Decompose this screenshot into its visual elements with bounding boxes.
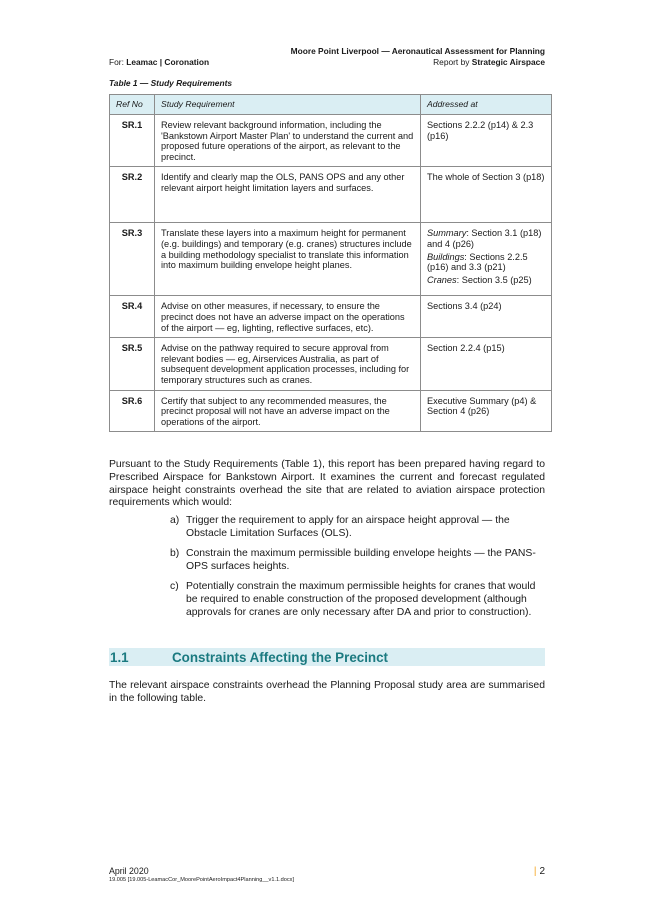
requirement-cell: Review relevant background information, including the 'Bankstown Airport Master Plan' to understand the current and proposed future operations of the airport, as relevant to the precinct. xyxy=(155,115,421,167)
author-name: Strategic Airspace xyxy=(471,57,545,67)
ref-cell: SR.4 xyxy=(110,296,155,338)
requirement-cell: Identify and clearly map the OLS, PANS OPS and any other relevant airport height limitation layers and surfaces. xyxy=(155,167,421,223)
list-marker: a) xyxy=(170,515,180,526)
table-row xyxy=(110,115,552,167)
page-number: 2 xyxy=(539,866,545,877)
list-marker: c) xyxy=(170,581,179,593)
section-number: 1.1 xyxy=(110,649,129,665)
table-row xyxy=(110,223,552,296)
section-title: Constraints Affecting the Precinct xyxy=(172,649,389,665)
requirement-cell: Translate these layers into a maximum height for permanent (e.g. buildings) and temporary (e.g. cranes) structures include a building methodology specialist to translate this information into maximum building envelope height planes. xyxy=(155,223,421,296)
addressed-part-text: : Section 3.5 (p25) xyxy=(456,274,532,285)
addressed-part xyxy=(427,252,545,273)
intro-paragraph: Pursuant to the Study Requirements (Table 1), this report has been prepared having regard to Prescribed Airspace for Bankstown Airport. It examines the current and forecast regulated airspace height constraints overhead the site that are related to aviation airspace protection requirements which would: xyxy=(109,459,545,509)
addressed-cell: Sections 3.4 (p24) xyxy=(421,296,552,338)
addressed-cell: The whole of Section 3 (p18) xyxy=(421,167,552,223)
section-heading xyxy=(109,648,545,666)
page-bar: | xyxy=(533,866,537,877)
table-row xyxy=(110,338,552,390)
ref-cell: SR.2 xyxy=(110,167,155,223)
addressed-cell: Section 2.2.4 (p15) xyxy=(421,338,552,390)
table-row xyxy=(110,296,552,338)
list-text: Trigger the requirement to apply for an airspace height approval — the Obstacle Limitation Surfaces (OLS). xyxy=(186,515,510,539)
list-text: Potentially constrain the maximum permissible heights for cranes that would be required to enable construction of the proposed development (although approvals for cranes are only necessary after DA and prior to construction). xyxy=(186,581,536,618)
page-header xyxy=(109,46,545,67)
ref-cell: SR.1 xyxy=(110,115,155,167)
addressed-part-text: : Section 3.1 (p18) and 4 (p26) xyxy=(427,228,542,249)
addressed-part xyxy=(427,228,545,249)
addressed-part-text: : Sections 2.2.5 (p16) and 3.3 (p21) xyxy=(427,251,528,273)
list-item xyxy=(170,515,545,540)
report-title: Moore Point Liverpool — Aeronautical Assessment for Planning xyxy=(290,46,545,56)
addressed-part xyxy=(427,275,545,286)
table-row xyxy=(110,167,552,223)
addressed-part-label: Summary xyxy=(427,228,467,239)
client-prefix: For: xyxy=(109,57,127,67)
list-marker: b) xyxy=(170,548,180,560)
header-addressed-at: Addressed at xyxy=(421,95,552,115)
table-header-row xyxy=(110,95,552,115)
addressed-part-label: Buildings xyxy=(427,251,465,262)
requirement-list xyxy=(170,515,545,627)
requirement-cell: Advise on other measures, if necessary, to ensure the precinct does not have an adverse impact on the operations of the airport — eg, lighting, reflective surfaces, etc). xyxy=(155,296,421,338)
author-prefix: Report by xyxy=(433,57,472,67)
addressed-cell: Executive Summary (p4) & Section 4 (p26) xyxy=(421,390,552,432)
table-caption: Table 1 — Study Requirements xyxy=(109,78,233,88)
addressed-cell: Sections 2.2.2 (p14) & 2.3 (p16) xyxy=(421,115,552,167)
header-ref-no: Ref No xyxy=(110,95,155,115)
list-item xyxy=(170,548,545,573)
footer-doc-ref: 19.005 [19.005-LeamacCor_MoorePointAeroImpact4Planning__v1.1.docx] xyxy=(109,877,295,883)
page-number-block xyxy=(534,866,545,877)
requirement-cell: Certify that subject to any recommended measures, the precinct proposal will not have an adverse impact on the operations of the airport. xyxy=(155,390,421,432)
study-requirements-table xyxy=(109,94,552,432)
author-line xyxy=(433,57,545,67)
ref-cell: SR.3 xyxy=(110,223,155,296)
list-text: Constrain the maximum permissible building envelope heights — the PANS-OPS surfaces heights. xyxy=(186,548,536,572)
footer-date: April 2020 xyxy=(109,866,149,876)
list-item xyxy=(170,581,545,619)
header-study-requirement: Study Requirement xyxy=(155,95,421,115)
section-paragraph: The relevant airspace constraints overhead the Planning Proposal study area are summarised in the following table. xyxy=(109,680,545,704)
page-footer xyxy=(109,866,545,883)
addressed-part-label: Cranes xyxy=(427,274,457,285)
ref-cell: SR.6 xyxy=(110,390,155,432)
table-row xyxy=(110,390,552,432)
addressed-cell xyxy=(421,223,552,296)
requirement-cell: Advise on the pathway required to secure approval from relevant bodies — eg, Airservices Australia, as part of subsequent development application processes, including for temporary structures such as cranes. xyxy=(155,338,421,390)
client-line xyxy=(109,57,209,67)
ref-cell: SR.5 xyxy=(110,338,155,390)
client-name: Leamac | Coronation xyxy=(126,57,210,67)
